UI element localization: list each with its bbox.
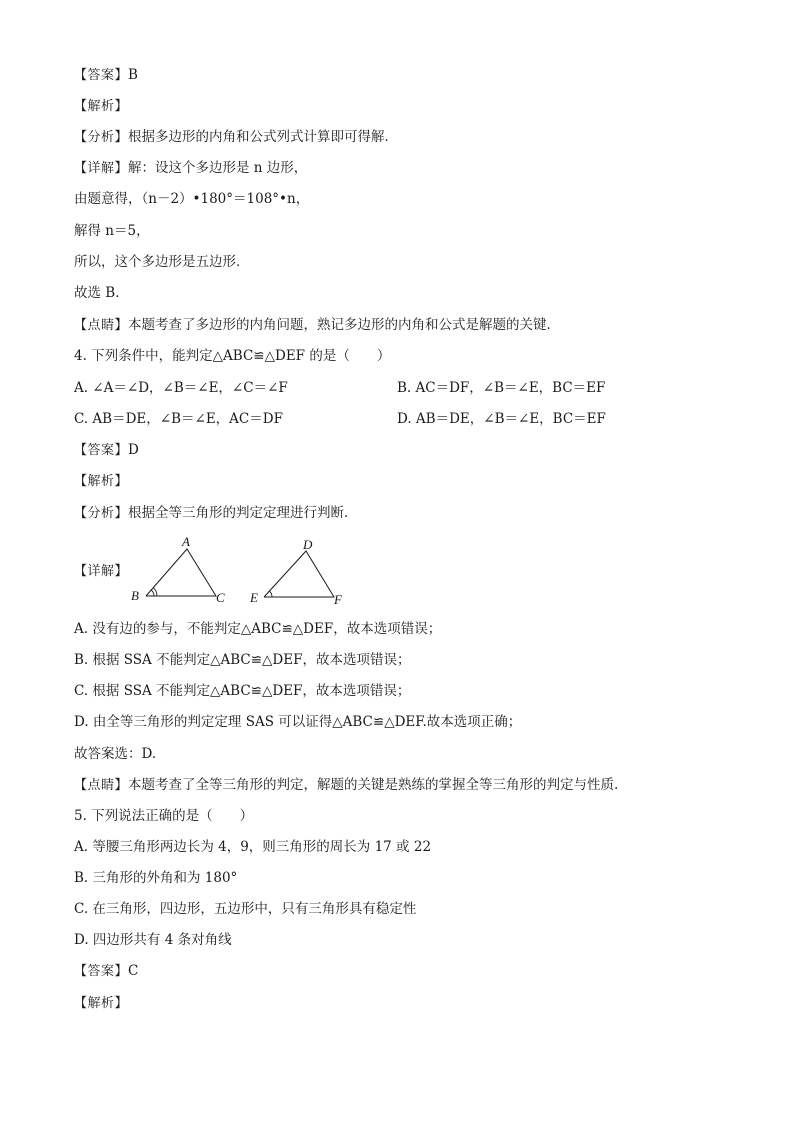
solution-line: 所以，这个多边形是五边形． — [74, 254, 250, 270]
answer-value: C — [128, 963, 139, 979]
option-b: B. 三角形的外角和为 180° — [74, 870, 238, 886]
option-d: D. 四边形共有 4 条对角线 — [74, 932, 232, 948]
question-stem: 4. 下列条件中，能判定△ABC≌△DEF 的是（ ） — [74, 348, 391, 364]
dianjing-text: 本题考查了多边形的内角问题，熟记多边形的内角和公式是解题的关键． — [128, 317, 561, 333]
option-a: A. 等腰三角形两边长为 4，9，则三角形的周长为 17 或 22 — [74, 839, 432, 855]
detail-row — [74, 562, 128, 581]
fenxi-text: 根据全等三角形的判定定理进行判断． — [128, 505, 358, 521]
answer-tag: 【答案】 — [74, 964, 129, 979]
explanation-d: D. 由全等三角形的判定定理 SAS 可以证得△ABC≌△DEF.故本选项正确； — [74, 714, 522, 730]
dianjing-tag: 【点睛】 — [74, 778, 129, 793]
xiangjie-tag: 【详解】 — [74, 161, 129, 176]
solution-line: 由题意得，（n－2）•180°＝108°•n， — [74, 191, 310, 207]
label-e: E — [250, 590, 258, 605]
explanation-b: B. 根据 SSA 不能判定△ABC≌△DEF，故本选项错误； — [74, 652, 411, 668]
label-f: F — [334, 592, 342, 607]
question-stem: 5. 下列说法正确的是（ ） — [74, 808, 254, 824]
label-c: C — [216, 590, 225, 605]
fenxi-tag: 【分析】 — [74, 506, 129, 521]
solution-line: 故选 B． — [74, 285, 129, 301]
analysis-row — [74, 128, 398, 147]
answer-row — [74, 66, 138, 85]
analysis-tag: 【解析】 — [74, 99, 129, 114]
option-b: B. AC＝DF，∠B＝∠E，BC＝EF — [397, 380, 606, 396]
answer-row — [74, 962, 138, 981]
solution-line: 解得 n＝5， — [74, 223, 150, 239]
answer-tag: 【答案】 — [74, 68, 129, 83]
detail-row — [74, 159, 307, 178]
analysis-tag: 【解析】 — [74, 996, 129, 1011]
option-c: C. AB＝DE，∠B＝∠E，AC＝DF — [74, 411, 283, 427]
analysis-row — [74, 504, 358, 523]
explanation-c: C. 根据 SSA 不能判定△ABC≌△DEF，故本选项错误； — [74, 683, 411, 699]
option-c: C. 在三角形，四边形，五边形中，只有三角形具有稳定性 — [74, 901, 417, 917]
analysis-heading — [74, 994, 128, 1013]
comment-row — [74, 776, 618, 795]
option-d: D. AB＝DE，∠B＝∠E，BC＝EF — [397, 411, 606, 427]
analysis-heading — [74, 97, 128, 116]
answer-value: B — [128, 67, 138, 83]
fenxi-text: 根据多边形的内角和公式列式计算即可得解． — [128, 129, 399, 145]
label-d: D — [303, 537, 313, 552]
triangle-abc — [131, 534, 225, 605]
xiangjie-tag: 【详解】 — [74, 564, 129, 579]
triangle-def — [249, 537, 343, 607]
analysis-heading — [74, 472, 128, 491]
option-a: A. ∠A＝∠D，∠B＝∠E，∠C＝∠F — [74, 380, 288, 396]
xiangjie-text: 解：设这个多边形是 n 边形， — [128, 160, 308, 176]
answer-value: D — [128, 442, 139, 458]
triangles-figure — [126, 534, 356, 610]
dianjing-text: 本题考查了全等三角形的判定，解题的关键是熟练的掌握全等三角形的判定与性质. — [128, 777, 619, 793]
comment-row — [74, 316, 560, 335]
label-b: B — [131, 588, 139, 603]
analysis-tag: 【解析】 — [74, 474, 129, 489]
answer-row — [74, 441, 139, 460]
answer-tag: 【答案】 — [74, 443, 129, 458]
explanation-a: A. 没有边的参与，不能判定△ABC≌△DEF，故本选项错误； — [74, 621, 442, 637]
conclusion: 故答案选：D. — [74, 746, 157, 762]
label-a: A — [182, 534, 190, 549]
fenxi-tag: 【分析】 — [74, 130, 129, 145]
dianjing-tag: 【点睛】 — [74, 318, 129, 333]
